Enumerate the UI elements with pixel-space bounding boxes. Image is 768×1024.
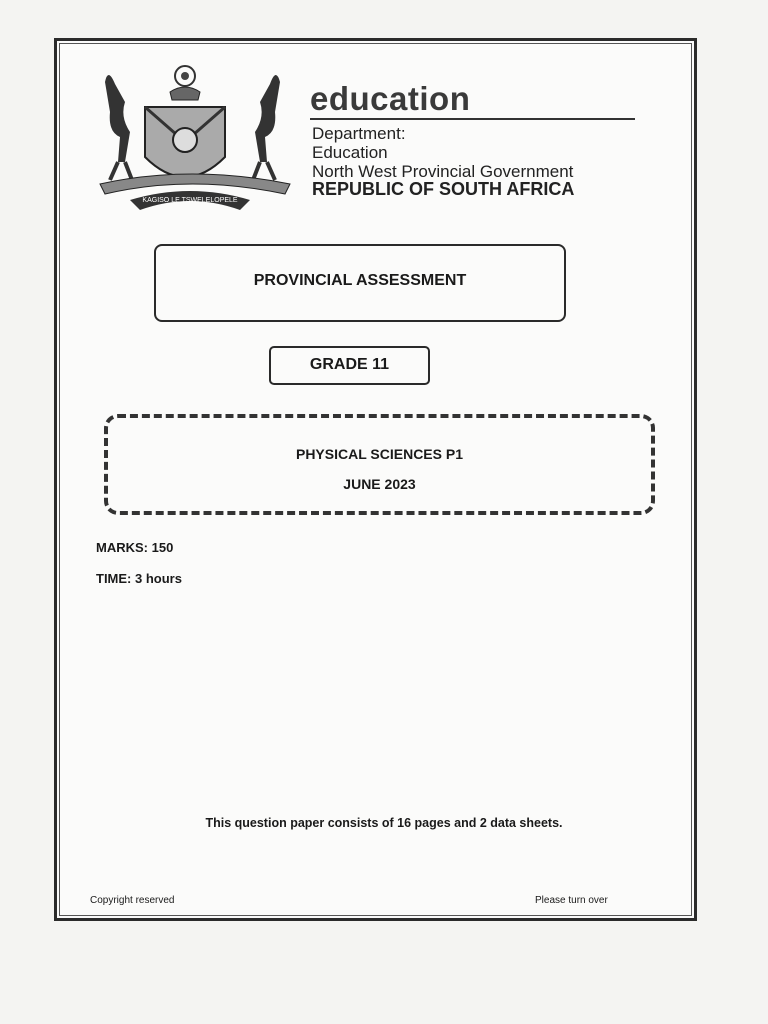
provincial-government: North West Provincial Government — [312, 162, 574, 181]
grade-label: GRADE 11 — [309, 356, 390, 373]
department-name: Education — [312, 143, 388, 162]
assessment-title-box — [154, 244, 566, 322]
country-name: REPUBLIC OF SOUTH AFRICA — [312, 179, 575, 199]
header-divider — [310, 118, 635, 120]
copyright-notice: Copyright reserved — [90, 895, 175, 906]
assessment-title: PROVINCIAL ASSESSMENT — [253, 272, 467, 289]
crest-motto: KAGISO LE TSWELELOPELE — [142, 197, 238, 204]
subject-name: PHYSICAL SCIENCES P1 — [295, 446, 463, 462]
marks-total: MARKS: 150 — [96, 540, 174, 555]
exam-session: JUNE 2023 — [343, 476, 416, 492]
education-wordmark: education — [310, 80, 471, 117]
turn-over-notice: Please turn over — [535, 895, 608, 906]
coat-of-arms-logo — [90, 62, 300, 212]
paper-contents-notice: This question paper consists of 16 pages and 2 data sheets. — [205, 816, 563, 830]
time-allowed: TIME: 3 hours — [96, 571, 182, 586]
grade-box — [269, 346, 430, 385]
subject-box — [104, 414, 655, 515]
department-label: Department: — [312, 124, 406, 143]
